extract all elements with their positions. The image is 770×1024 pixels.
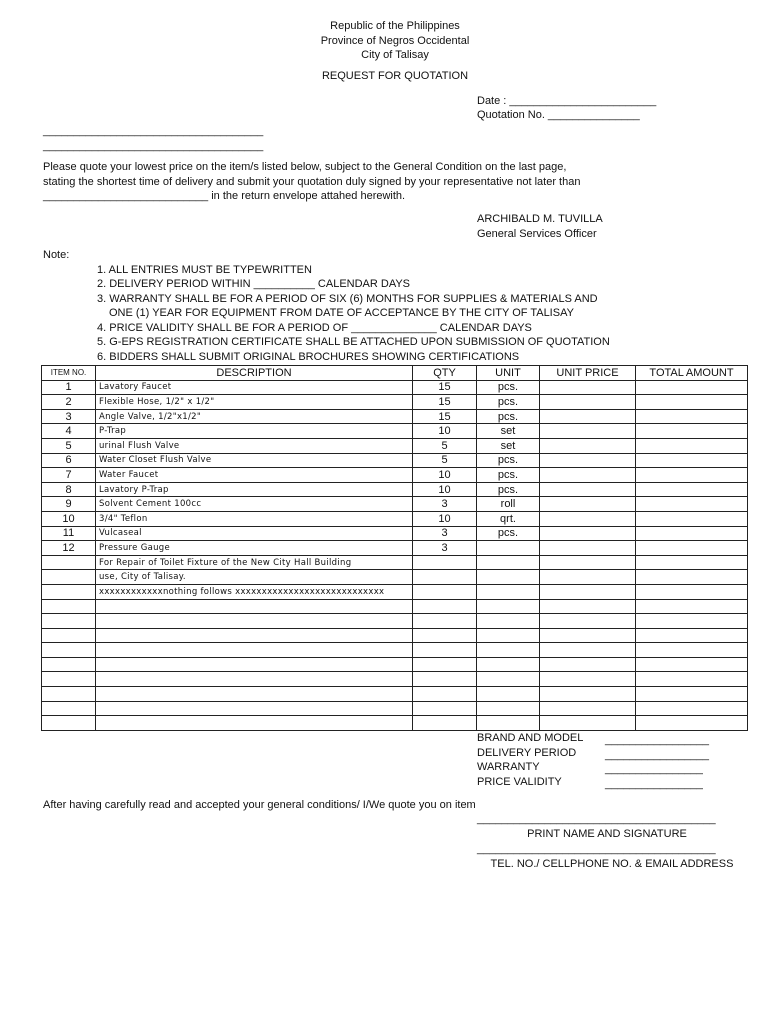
qty-cell: 10	[413, 468, 477, 483]
note-item: 6. BIDDERS SHALL SUBMIT ORIGINAL BROCHURES SHOWING CERTIFICATIONS	[97, 351, 520, 363]
total-amount-cell	[636, 526, 748, 541]
unit-cell: pcs.	[477, 380, 540, 395]
description-cell: Vulcaseal	[96, 526, 413, 541]
description-cell: Lavatory Faucet	[96, 380, 413, 395]
total-amount-cell	[636, 424, 748, 439]
intro-line-1: Please quote your lowest price on the item/s listed below, subject to the General Condition on the last page,	[43, 161, 567, 173]
col-description: DESCRIPTION	[96, 366, 413, 381]
contact-line: _______________________________________	[477, 843, 716, 855]
unit-price-cell	[540, 526, 636, 541]
note-item: ONE (1) YEAR FOR EQUIPMENT FROM DATE OF ACCEPTANCE BY THE CITY OF TALISAY	[109, 307, 574, 319]
unit-price-cell	[540, 424, 636, 439]
qty-cell: 15	[413, 409, 477, 424]
table-row	[42, 409, 748, 424]
signature-label: PRINT NAME AND SIGNATURE	[527, 828, 687, 840]
description-cell: P-Trap	[96, 424, 413, 439]
blank-row	[42, 701, 748, 716]
warranty-label: WARRANTY	[477, 761, 540, 773]
unit-cell: pcs.	[477, 526, 540, 541]
total-amount-cell	[636, 511, 748, 526]
note-item: 2. DELIVERY PERIOD WITHIN __________ CALENDAR DAYS	[97, 278, 411, 290]
total-amount-cell	[636, 482, 748, 497]
qty-cell: 3	[413, 497, 477, 512]
blank-row	[42, 614, 748, 629]
description-cell: urinal Flush Valve	[96, 438, 413, 453]
item-no-cell: 7	[42, 468, 96, 483]
description-cell: Water Faucet	[96, 468, 413, 483]
purpose-line-2: use, City of Talisay.	[96, 570, 413, 585]
address-line-2: ____________________________________	[43, 140, 264, 152]
item-no-cell: 5	[42, 438, 96, 453]
description-cell: Lavatory P-Trap	[96, 482, 413, 497]
unit-cell: pcs.	[477, 395, 540, 410]
unit-cell	[477, 541, 540, 556]
description-cell: Angle Valve, 1/2"x1/2"	[96, 409, 413, 424]
item-no-cell: 3	[42, 409, 96, 424]
description-cell: Solvent Cement 100cc	[96, 497, 413, 512]
col-unit-price: UNIT PRICE	[540, 366, 636, 381]
unit-price-cell	[540, 380, 636, 395]
qty-cell: 10	[413, 424, 477, 439]
delivery-period-line: _________________	[605, 749, 710, 761]
item-no-cell: 2	[42, 395, 96, 410]
blank-row	[42, 599, 748, 614]
unit-cell: pcs.	[477, 409, 540, 424]
quotation-no-field: Quotation No. _______________	[477, 109, 640, 121]
qty-cell: 3	[413, 526, 477, 541]
unit-cell: pcs.	[477, 482, 540, 497]
qty-cell: 15	[413, 380, 477, 395]
note-label: Note:	[43, 249, 70, 261]
item-no-cell: 10	[42, 511, 96, 526]
unit-cell: roll	[477, 497, 540, 512]
qty-cell: 15	[413, 395, 477, 410]
note-item: 3. WARRANTY SHALL BE FOR A PERIOD OF SIX (6) MONTHS FOR SUPPLIES & MATERIALS AND	[97, 293, 598, 305]
item-no-cell: 4	[42, 424, 96, 439]
note-item: 1. ALL ENTRIES MUST BE TYPEWRITTEN	[97, 264, 312, 276]
total-amount-cell	[636, 497, 748, 512]
unit-price-cell	[540, 541, 636, 556]
price-validity-line: ________________	[605, 778, 703, 790]
blank-row	[42, 643, 748, 658]
col-item-no: ITEM NO.	[42, 366, 96, 381]
table-row	[42, 482, 748, 497]
description-cell: Flexible Hose, 1/2" x 1/2"	[96, 395, 413, 410]
unit-price-cell	[540, 482, 636, 497]
price-validity-label: PRICE VALIDITY	[477, 776, 562, 788]
col-unit: UNIT	[477, 366, 540, 381]
table-row	[42, 395, 748, 410]
description-cell: 3/4" Teflon	[96, 511, 413, 526]
unit-price-cell	[540, 438, 636, 453]
items-table	[41, 365, 748, 731]
total-amount-cell	[636, 395, 748, 410]
header-line-2: Province of Negros Occidental	[320, 35, 470, 47]
table-row	[42, 555, 748, 570]
signature-line: _______________________________________	[477, 813, 716, 825]
qty-cell: 3	[413, 541, 477, 556]
officer-name: ARCHIBALD M. TUVILLA	[477, 213, 603, 225]
unit-price-cell	[540, 497, 636, 512]
total-amount-cell	[636, 438, 748, 453]
purpose-line-1: For Repair of Toilet Fixture of the New City Hall Building	[96, 555, 413, 570]
description-cell: Pressure Gauge	[96, 541, 413, 556]
brand-model-label: BRAND AND MODEL	[477, 732, 584, 744]
qty-cell: 10	[413, 511, 477, 526]
blank-row	[42, 716, 748, 731]
table-row	[42, 570, 748, 585]
delivery-period-label: DELIVERY PERIOD	[477, 747, 577, 759]
document-title: REQUEST FOR QUOTATION	[321, 70, 469, 82]
blank-row	[42, 628, 748, 643]
unit-cell: pcs.	[477, 453, 540, 468]
contact-label: TEL. NO./ CELLPHONE NO. & EMAIL ADDRESS	[490, 858, 734, 870]
item-no-cell: 11	[42, 526, 96, 541]
item-no-cell: 8	[42, 482, 96, 497]
table-row	[42, 526, 748, 541]
blank-row	[42, 687, 748, 702]
total-amount-cell	[636, 468, 748, 483]
total-amount-cell	[636, 541, 748, 556]
col-qty: QTY	[413, 366, 477, 381]
total-amount-cell	[636, 380, 748, 395]
unit-cell: set	[477, 438, 540, 453]
header-line-1: Republic of the Philippines	[330, 20, 460, 32]
warranty-line: ________________	[605, 763, 703, 775]
date-field: Date : ________________________	[477, 95, 657, 107]
unit-price-cell	[540, 395, 636, 410]
intro-line-2: stating the shortest time of delivery and submit your quotation duly signed by your representative not later than	[43, 176, 581, 188]
table-row	[42, 468, 748, 483]
brand-model-line: _________________	[605, 734, 710, 746]
table-row	[42, 438, 748, 453]
unit-price-cell	[540, 511, 636, 526]
unit-price-cell	[540, 468, 636, 483]
table-row	[42, 424, 748, 439]
note-item: 5. G-EPS REGISTRATION CERTIFICATE SHALL BE ATTACHED UPON SUBMISSION OF QUOTATION	[97, 336, 610, 348]
item-no-cell: 12	[42, 541, 96, 556]
table-row	[42, 453, 748, 468]
unit-cell: set	[477, 424, 540, 439]
nothing-follows: xxxxxxxxxxxxnothing follows xxxxxxxxxxxxxxxxxxxxxxxxxxxx	[96, 584, 413, 599]
table-header-row	[42, 366, 748, 381]
intro-line-3: ___________________________ in the return envelope attahed herewith.	[43, 190, 406, 202]
qty-cell: 5	[413, 438, 477, 453]
total-amount-cell	[636, 409, 748, 424]
item-no-cell: 9	[42, 497, 96, 512]
unit-cell: pcs.	[477, 468, 540, 483]
qty-cell: 5	[413, 453, 477, 468]
officer-title: General Services Officer	[477, 228, 597, 240]
table-row	[42, 584, 748, 599]
acceptance-statement: After having carefully read and accepted your general conditions/ I/We quote you on item	[43, 799, 476, 811]
address-line-1: ____________________________________	[43, 125, 264, 137]
unit-cell: qrt.	[477, 511, 540, 526]
description-cell: Water Closet Flush Valve	[96, 453, 413, 468]
note-item: 4. PRICE VALIDITY SHALL BE FOR A PERIOD OF ______________ CALENDAR DAYS	[97, 322, 532, 334]
total-amount-cell	[636, 453, 748, 468]
table-row	[42, 511, 748, 526]
item-no-cell: 6	[42, 453, 96, 468]
item-no-cell: 1	[42, 380, 96, 395]
table-row	[42, 541, 748, 556]
blank-row	[42, 672, 748, 687]
blank-row	[42, 657, 748, 672]
table-row	[42, 380, 748, 395]
qty-cell: 10	[413, 482, 477, 497]
unit-price-cell	[540, 409, 636, 424]
header-line-3: City of Talisay	[361, 49, 429, 61]
table-row	[42, 497, 748, 512]
unit-price-cell	[540, 453, 636, 468]
col-total-amount: TOTAL AMOUNT	[636, 366, 748, 381]
